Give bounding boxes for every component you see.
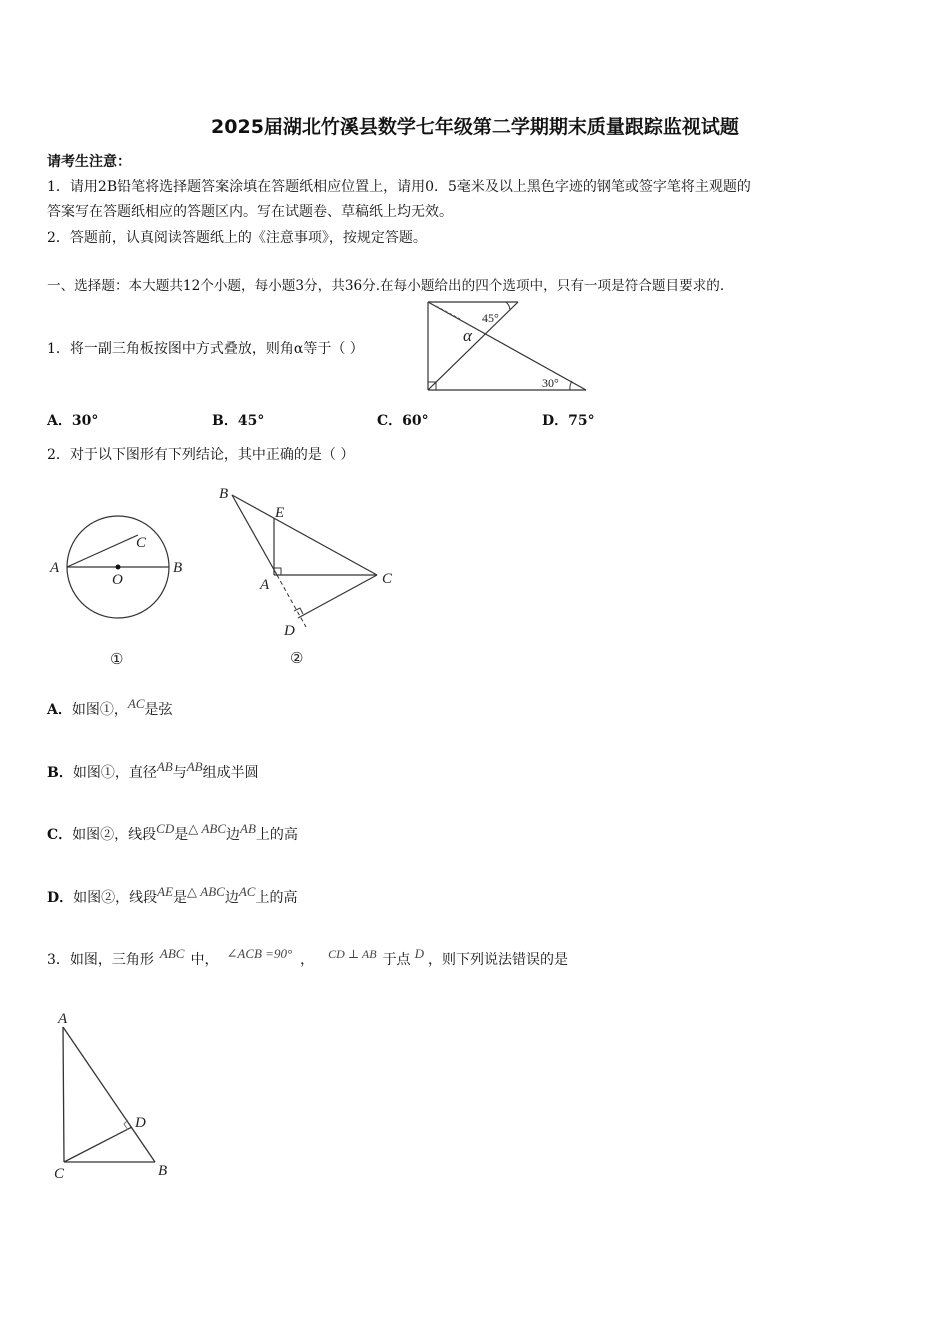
q2-option-d-letter: D． [47,890,74,906]
q2-stem: 2．对于以下图形有下列结论，其中正确的是（ ） [47,447,355,463]
q1-option-d[interactable] [542,411,595,431]
q2-option-c-mid: 是 [174,827,189,843]
page-title: 2025届湖北竹溪县数学七年级第二学期期末质量跟踪监视试题 [211,116,739,138]
q3-math-angle: ∠ACB =90° [226,946,293,961]
q1-angle-45: 45° [482,311,499,325]
q2-option-d-math-3: AC [238,884,256,899]
q2-option-b-letter: B． [47,765,73,781]
q2-fig1-label-o: O [112,572,123,588]
q2-option-d-mid: 是 [173,890,188,906]
q3-math-abc: ABC [159,946,185,961]
q3-fig-label-d: D [135,1115,146,1131]
section-heading: 一、选择题：本大题共12个小题，每小题3分，共36分.在每小题给出的四个选项中，只有一项是符合题目要求的. [47,278,725,294]
q1-option-a-text: 30° [71,413,99,429]
q2-option-d-post: 上的高 [255,890,298,906]
q1-option-c-text: 60° [402,413,429,429]
q2-option-c-math-1: CD [156,821,175,836]
q1-option-c-letter: C． [377,413,403,429]
q2-fig1-label-a: A [50,560,60,576]
q3-fig-label-b: B [158,1163,168,1179]
q1-option-b[interactable] [212,411,264,431]
notice-line-3: 2．答题前，认真阅读答题纸上的《注意事项》，按规定答题。 [47,230,427,246]
q2-option-c-math-3: AB [240,821,256,836]
q1-option-a-letter: A． [47,413,72,429]
q2-fig2-label-b: B [219,486,229,502]
q2-option-a-post: 是弦 [144,702,173,718]
q2-fig1-label-c: C [136,535,147,551]
notice-line-2: 答案写在答题纸相应的答题区内。写在试题卷、草稿纸上均无效。 [47,204,453,220]
notice-heading: 请考生注意： [47,154,131,170]
q2-fig2-label-c: C [382,571,393,587]
q2-option-a-letter: A． [47,702,72,718]
q2-option-b-text: 如图①，直径 [72,765,157,781]
q2-fig1-label-b: B [173,560,183,576]
q3-math-perp: CD ⊥ AB [328,947,377,961]
q2-figure-2 [214,480,404,670]
q2-option-c-text: 如图②，线段 [72,827,157,843]
q1-stem: 1．将一副三角板按图中方式叠放，则角α等于（ ） [47,341,364,357]
q1-option-a[interactable] [47,411,98,431]
q2-option-a-text: 如图①， [71,702,128,718]
q2-fig2-label-a: A [260,577,270,593]
q1-option-b-text: 45° [237,413,265,429]
q2-option-c-math-2: △ ABC [188,821,227,836]
q2-fig1-caption: ① [110,652,124,668]
q2-option-b[interactable] [47,759,259,783]
q2-option-c[interactable] [47,821,298,845]
q2-option-a-math: AC [127,696,145,711]
q2-option-c-post: 上的高 [255,827,298,843]
q3-stem [47,946,568,970]
q1-option-d-letter: D． [542,413,569,429]
q1-angle-alpha: α [463,326,472,345]
q2-option-b-mid: 与 [172,765,187,781]
q3-fig-label-c: C [54,1166,65,1182]
q2-option-a[interactable] [47,696,173,720]
q1-figure [420,296,600,396]
q2-option-d-math-1: AE [157,884,174,899]
q2-option-d-math-2: △ ABC [187,884,225,899]
q2-option-d-text: 如图②，线段 [73,890,158,906]
q2-option-d[interactable] [47,884,298,908]
q2-option-b-math-1: AB [156,759,173,774]
q3-stem-t1: 中， [190,952,219,968]
q3-fig-label-a: A [58,1011,68,1027]
q3-stem-t3: 于点 [382,952,411,968]
q2-fig2-caption: ② [290,651,304,667]
q1-option-b-letter: B． [212,413,238,429]
q3-stem-post: ，则下列说法错误的是 [427,952,568,968]
q2-option-c-mid-2: 边 [226,827,241,843]
q2-fig2-label-d: D [284,623,295,639]
q3-stem-pre: 3．如图，三角形 [47,952,154,968]
q2-option-d-mid-2: 边 [224,890,239,906]
q2-option-b-math-2: AB [186,759,203,774]
q3-math-d: D [414,946,424,961]
q1-option-d-text: 75° [568,413,595,429]
q2-fig2-label-e: E [275,505,285,521]
q3-figure [44,1005,184,1190]
q2-option-c-letter: C． [47,827,73,843]
q3-stem-t2: ， [300,952,315,968]
q2-option-b-post: 组成半圆 [202,765,259,781]
q2-figure-1 [44,505,194,670]
q1-angle-30: 30° [542,376,559,390]
q1-option-c[interactable] [377,411,429,431]
notice-line-1: 1．请用2B铅笔将选择题答案涂填在答题纸相应位置上，请用0．5毫米及以上黑色字迹的钢笔或签字笔将主观题的 [47,179,751,195]
